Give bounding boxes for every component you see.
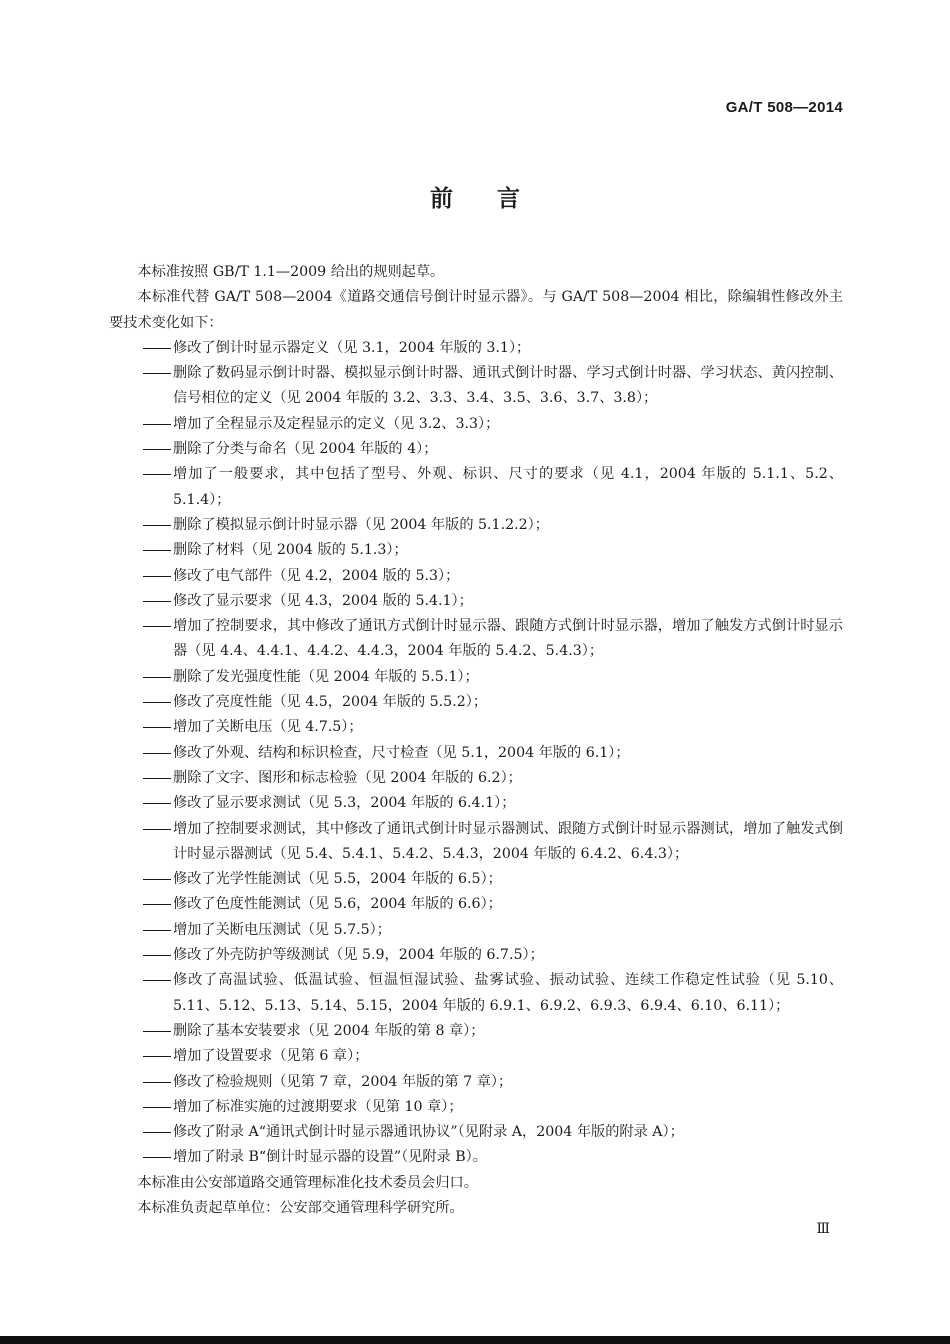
change-item-text: 删除了数码显示倒计时器、模拟显示倒计时器、通讯式倒计时器、学习式倒计时器、学习状态、黄闪控制、信号相位的定义（见 2004 年版的 3.2、3.3、3.4、3.5、3.6、3.7、3.8）；	[173, 365, 843, 407]
dash-marker	[141, 892, 173, 917]
dash-marker	[141, 1095, 173, 1120]
dash-marker	[141, 513, 173, 538]
change-item-text: 删除了模拟显示倒计时显示器（见 2004 年版的 5.1.2.2）；	[173, 516, 549, 533]
change-item	[109, 437, 843, 462]
change-item	[109, 766, 843, 791]
change-item-text: 修改了高温试验、低温试验、恒温恒湿试验、盐雾试验、振动试验、连续工作稳定性试验（见 5.10、5.11、5.12、5.13、5.14、5.15，2004 年版的 6.9.1、6.9.2、6.9.3、6.9.4、6.10、6.11）；	[173, 972, 843, 1014]
change-item-text: 增加了标准实施的过渡期要求（见第 10 章）；	[173, 1098, 463, 1115]
change-item-text: 修改了光学性能测试（见 5.5，2004 年版的 6.5）；	[173, 871, 502, 888]
change-item-text: 删除了材料（见 2004 版的 5.1.3）；	[173, 542, 408, 559]
preface-body	[109, 260, 843, 1221]
dash-marker	[141, 968, 173, 993]
change-item-text: 修改了检验规则（见第 7 章，2004 年版的第 7 章）；	[173, 1073, 513, 1090]
change-item	[109, 513, 843, 538]
dash-marker	[141, 918, 173, 943]
change-item	[109, 412, 843, 437]
change-item	[109, 892, 843, 917]
change-item	[109, 361, 843, 412]
page-number: Ⅲ	[816, 1221, 830, 1237]
dash-marker	[141, 589, 173, 614]
dash-marker	[141, 1019, 173, 1044]
change-item	[109, 538, 843, 563]
change-item	[109, 943, 843, 968]
change-item-text: 修改了外壳防护等级测试（见 5.9，2004 年版的 6.7.5）；	[173, 947, 544, 964]
change-item	[109, 336, 843, 361]
dash-marker	[141, 1070, 173, 1095]
change-item	[109, 817, 843, 868]
change-item-text: 增加了关断电压测试（见 5.7.5）；	[173, 921, 391, 938]
dash-marker	[141, 766, 173, 791]
dash-marker	[141, 361, 173, 386]
change-item-text: 增加了控制要求，其中修改了通讯方式倒计时显示器、跟随方式倒计时显示器，增加了触发方式倒计时显示器（见 4.4、4.4.1、4.4.2、4.4.3，2004 年版的 5.4.2、5.4.3）；	[173, 618, 843, 660]
change-item	[109, 1145, 843, 1170]
change-item	[109, 462, 843, 513]
change-item	[109, 1070, 843, 1095]
closing-paragraph: 本标准由公安部道路交通管理标准化技术委员会归口。	[137, 1174, 478, 1191]
change-item	[109, 741, 843, 766]
change-item-text: 增加了一般要求，其中包括了型号、外观、标识、尺寸的要求（见 4.1，2004 年版的 5.1.1、5.2、5.1.4）；	[173, 466, 843, 508]
dash-marker	[141, 437, 173, 462]
document-code: GA/T 508—2014	[725, 99, 843, 116]
change-item	[109, 867, 843, 892]
dash-marker	[141, 715, 173, 740]
change-item-text: 删除了分类与命名（见 2004 年版的 4）；	[173, 441, 438, 458]
change-list	[109, 336, 843, 1171]
change-item-text: 修改了显示要求测试（见 5.3，2004 年版的 6.4.1）；	[173, 795, 516, 812]
dash-marker	[141, 412, 173, 437]
dash-marker	[141, 867, 173, 892]
dash-marker	[141, 741, 173, 766]
dash-marker	[141, 614, 173, 639]
change-item	[109, 715, 843, 740]
change-item	[109, 1019, 843, 1044]
dash-marker	[141, 336, 173, 361]
change-item	[109, 614, 843, 665]
dash-marker	[141, 665, 173, 690]
change-item-text: 修改了显示要求（见 4.3，2004 版的 5.4.1）；	[173, 592, 473, 609]
dash-marker	[141, 690, 173, 715]
change-item-text: 修改了倒计时显示器定义（见 3.1，2004 年版的 3.1）；	[173, 339, 531, 356]
change-item	[109, 1120, 843, 1145]
dash-marker	[141, 1145, 173, 1170]
intro-paragraph: 本标准代替 GA/T 508—2004《道路交通信号倒计时显示器》。与 GA/T 508—2004 相比，除编辑性修改外主要技术变化如下：	[109, 289, 843, 331]
change-item	[109, 589, 843, 614]
change-item	[109, 564, 843, 589]
change-item	[109, 1044, 843, 1069]
change-item	[109, 791, 843, 816]
change-item	[109, 1095, 843, 1120]
change-item	[109, 968, 843, 1019]
dash-marker	[141, 791, 173, 816]
change-item-text: 修改了附录 A“通讯式倒计时显示器通讯协议”（见附录 A，2004 年版的附录 A）；	[173, 1124, 684, 1141]
change-item	[109, 690, 843, 715]
change-item-text: 修改了电气部件（见 4.2，2004 版的 5.3）；	[173, 567, 460, 584]
change-item-text: 增加了控制要求测试，其中修改了通讯式倒计时显示器测试、跟随方式倒计时显示器测试，增加了触发式倒计时显示器测试（见 5.4、5.4.1、5.4.2、5.4.3，2004 年版的 6.4.2、6.4.3）；	[173, 820, 843, 862]
dash-marker	[141, 817, 173, 842]
intro-paragraph: 本标准按照 GB/T 1.1—2009 给出的规则起草。	[137, 264, 445, 280]
change-item-text: 删除了基本安装要求（见 2004 年版的第 8 章）；	[173, 1022, 485, 1039]
change-item-text: 增加了设置要求（见第 6 章）；	[173, 1048, 369, 1065]
change-item-text: 修改了色度性能测试（见 5.6，2004 年版的 6.6）；	[173, 896, 502, 913]
change-item-text: 删除了发光强度性能（见 2004 年版的 5.5.1）；	[173, 668, 479, 685]
dash-marker	[141, 1044, 173, 1069]
dash-marker	[141, 538, 173, 563]
change-item	[109, 918, 843, 943]
closing-paragraph: 本标准负责起草单位：公安部交通管理科学研究所。	[137, 1199, 464, 1216]
change-item	[109, 665, 843, 690]
dash-marker	[141, 564, 173, 589]
change-item-text: 修改了亮度性能（见 4.5，2004 年版的 5.5.2）；	[173, 694, 488, 711]
dash-marker	[141, 943, 173, 968]
change-item-text: 增加了关断电压（见 4.7.5）；	[173, 719, 363, 736]
change-item-text: 修改了外观、结构和标识检查，尺寸检查（见 5.1，2004 年版的 6.1）；	[173, 744, 630, 761]
dash-marker	[141, 1120, 173, 1145]
change-item-text: 增加了全程显示及定程显示的定义（见 3.2、3.3）；	[173, 415, 500, 432]
bottom-border	[0, 1336, 950, 1344]
page-title: 前言	[430, 186, 564, 212]
change-item-text: 增加了附录 B“倒计时显示器的设置”（见附录 B）。	[173, 1149, 487, 1166]
dash-marker	[141, 462, 173, 487]
change-item-text: 删除了文字、图形和标志检验（见 2004 年版的 6.2）；	[173, 769, 522, 786]
